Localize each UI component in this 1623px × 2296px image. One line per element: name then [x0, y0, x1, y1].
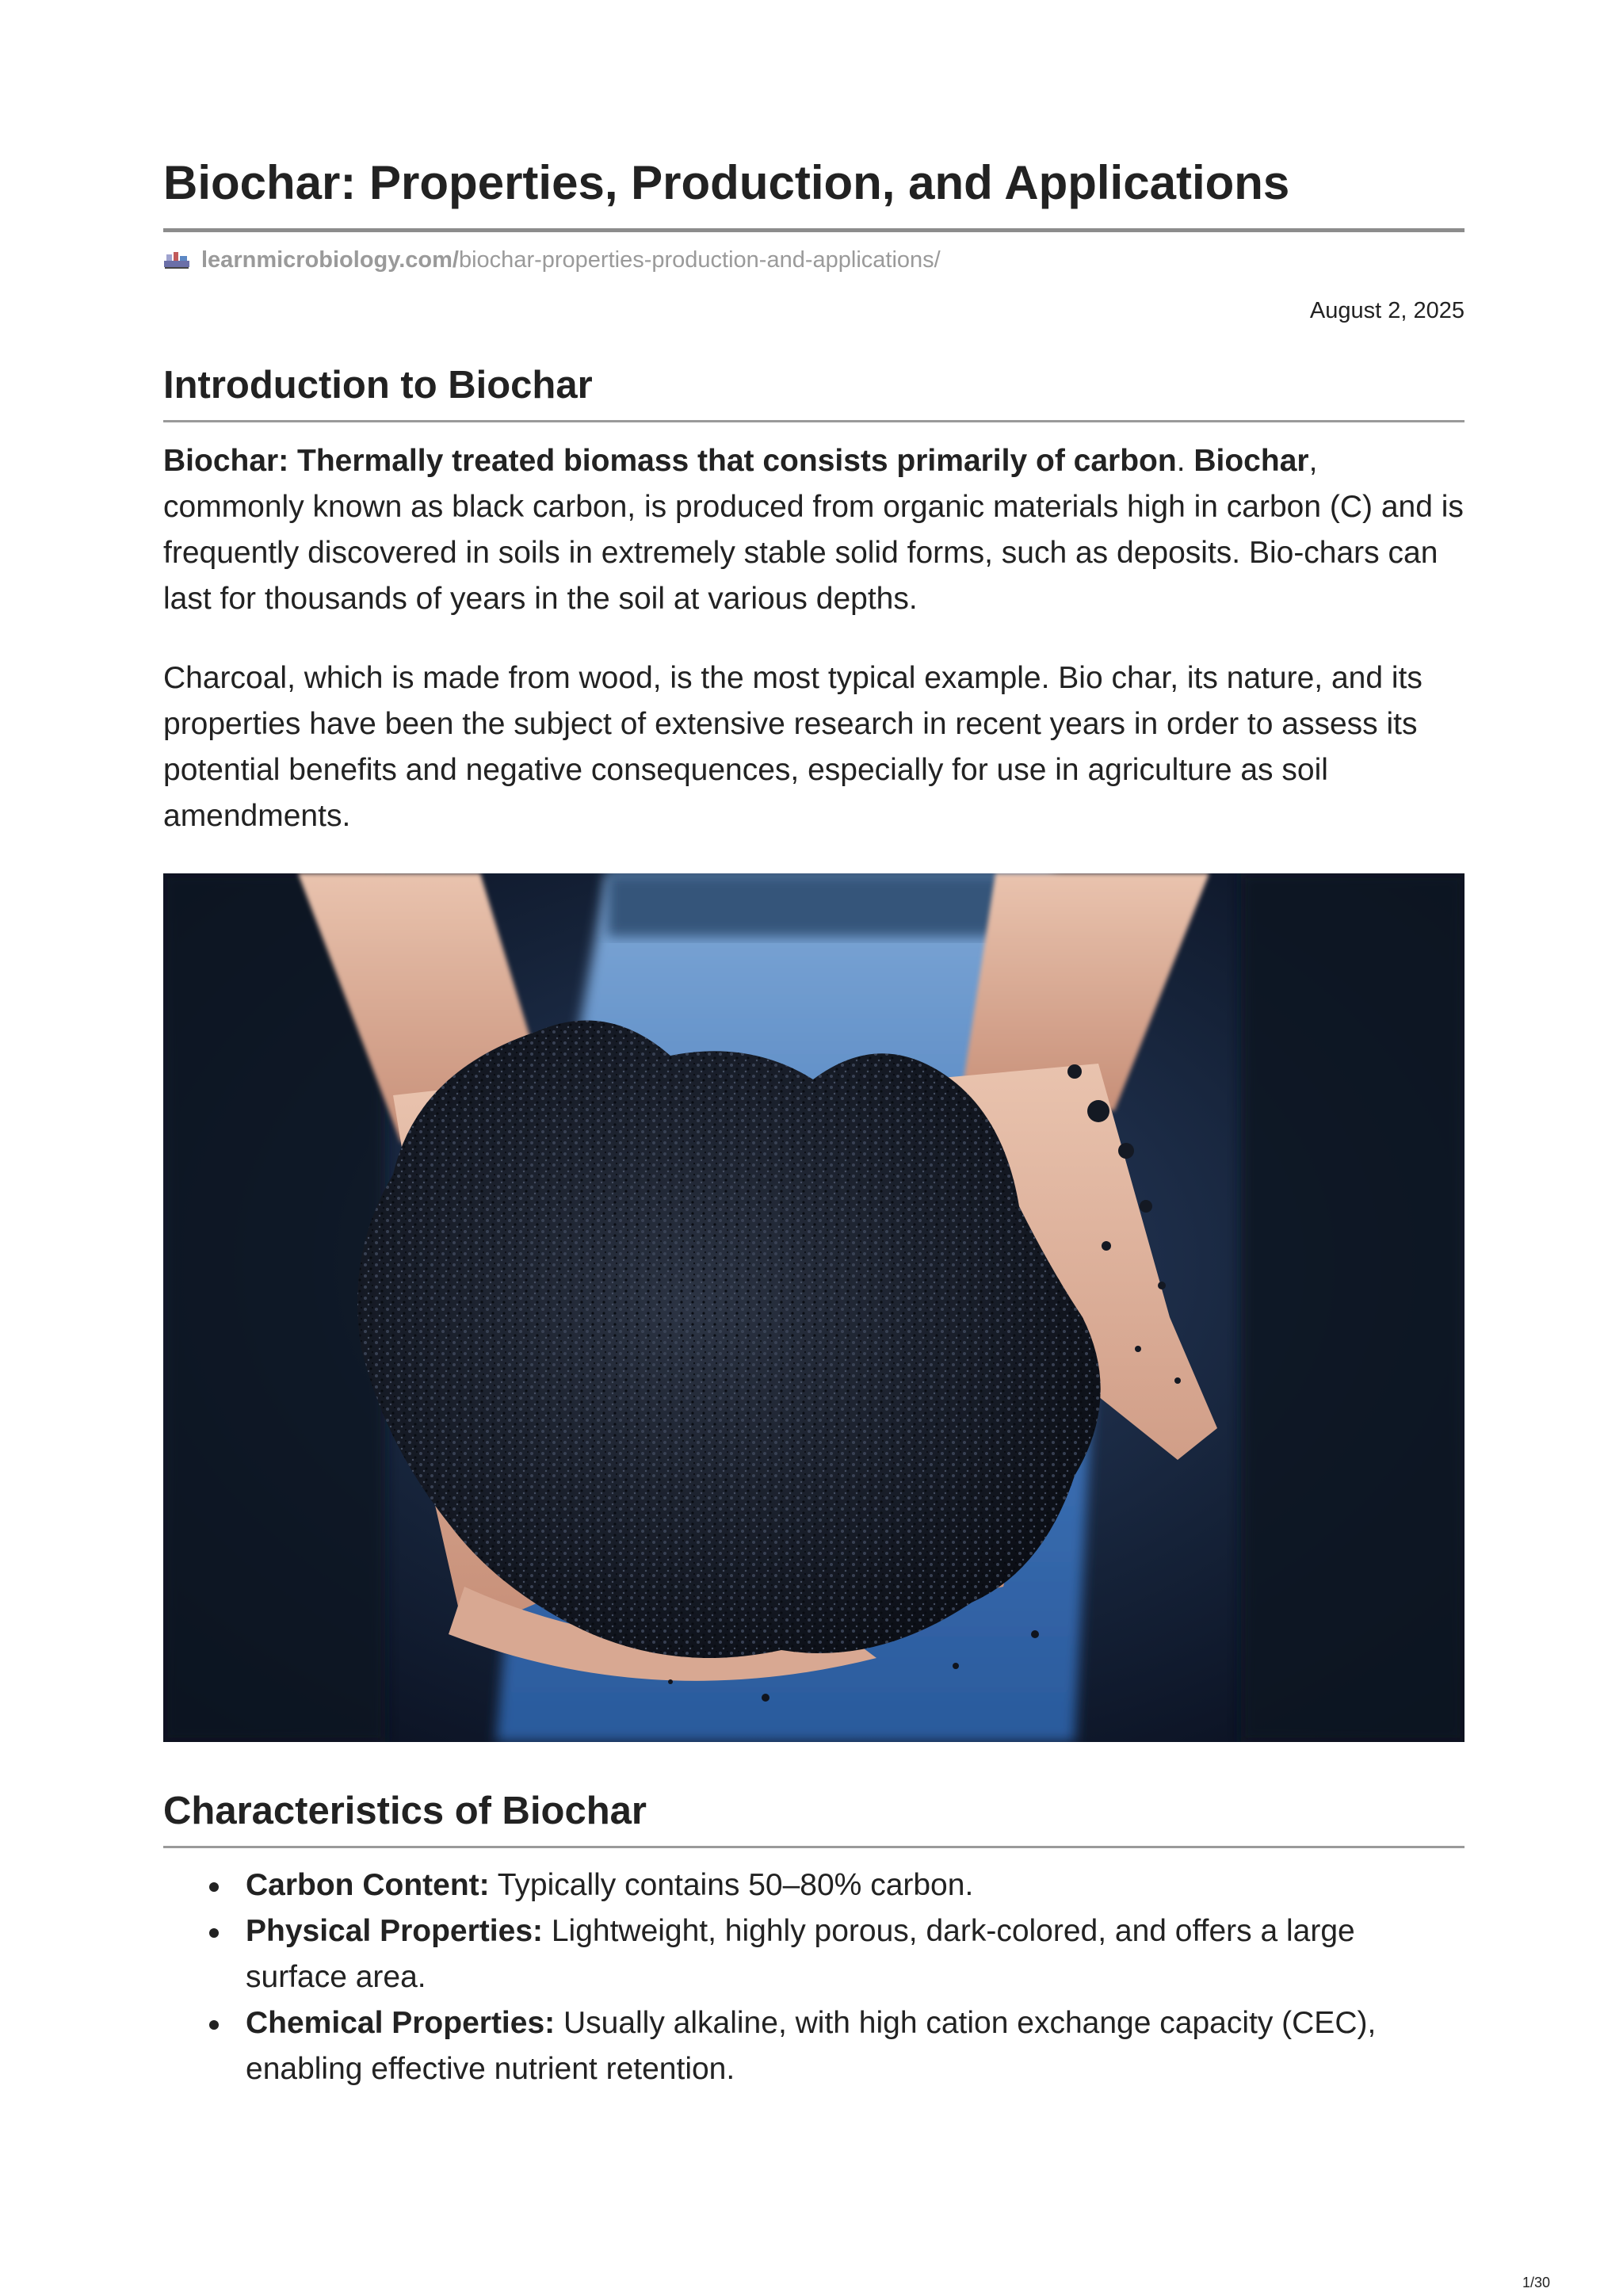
list-item-label: Carbon Content: [246, 1868, 490, 1902]
source-path[interactable]: biochar-properties-production-and-applications/ [458, 246, 941, 273]
definition-bold: Biochar: Thermally treated biomass that consists primarily of carbon [163, 444, 1177, 478]
title-divider [163, 228, 1465, 232]
list-item-text: Typically contains 50–80% carbon. [489, 1868, 974, 1902]
list-item-text: Usually alkaline, with high cation exchange capacity (CEC), enabling effective nutrient retention. [246, 2006, 1377, 2086]
characteristics-list [163, 1862, 1465, 2092]
bullet-icon [209, 1882, 219, 1892]
section-divider [163, 1846, 1465, 1848]
site-logo-icon [163, 250, 190, 270]
definition-separator: . [1176, 444, 1194, 478]
section-divider [163, 420, 1465, 422]
bullet-icon [209, 2020, 219, 2030]
intro-paragraph-1-text: , commonly known as black carbon, is produced from organic materials high in carbon (C) and is frequently discovered in soils in extremely stable solid forms, such as deposits. Bio-chars can last for thousands of years in the soil at various depths. [163, 444, 1464, 616]
bullet-icon [209, 1928, 219, 1938]
page-number: 1/30 [1522, 2275, 1550, 2290]
intro-paragraph-2: Charcoal, which is made from wood, is the most typical example. Bio char, its nature, and its properties have been the subject of extensive research in recent years in order to assess its potential benefits and negative consequences, especially for use in agriculture as soil amendments. [163, 661, 1423, 833]
term-bold: Biochar [1193, 444, 1309, 478]
page-title: Biochar: Properties, Production, and Applications [163, 156, 1290, 209]
section-heading-characteristics: Characteristics of Biochar [163, 1790, 647, 1832]
list-item-text: Lightweight, highly porous, dark-colored, and offers a large surface area. [246, 1914, 1355, 1994]
list-item [163, 1862, 1465, 1908]
list-item-label: Chemical Properties: [246, 2006, 556, 2040]
list-item [163, 1908, 1465, 2000]
source-domain[interactable]: learnmicrobiology.com/ [201, 246, 459, 273]
hero-photo-hands-holding-biochar [163, 873, 1465, 1742]
section-heading-introduction: Introduction to Biochar [163, 364, 593, 407]
source-link[interactable] [163, 244, 941, 276]
list-item [163, 2000, 1465, 2092]
publish-date: August 2, 2025 [1309, 298, 1465, 323]
intro-paragraph-1 [163, 438, 1465, 622]
list-item-label: Physical Properties: [246, 1914, 543, 1948]
